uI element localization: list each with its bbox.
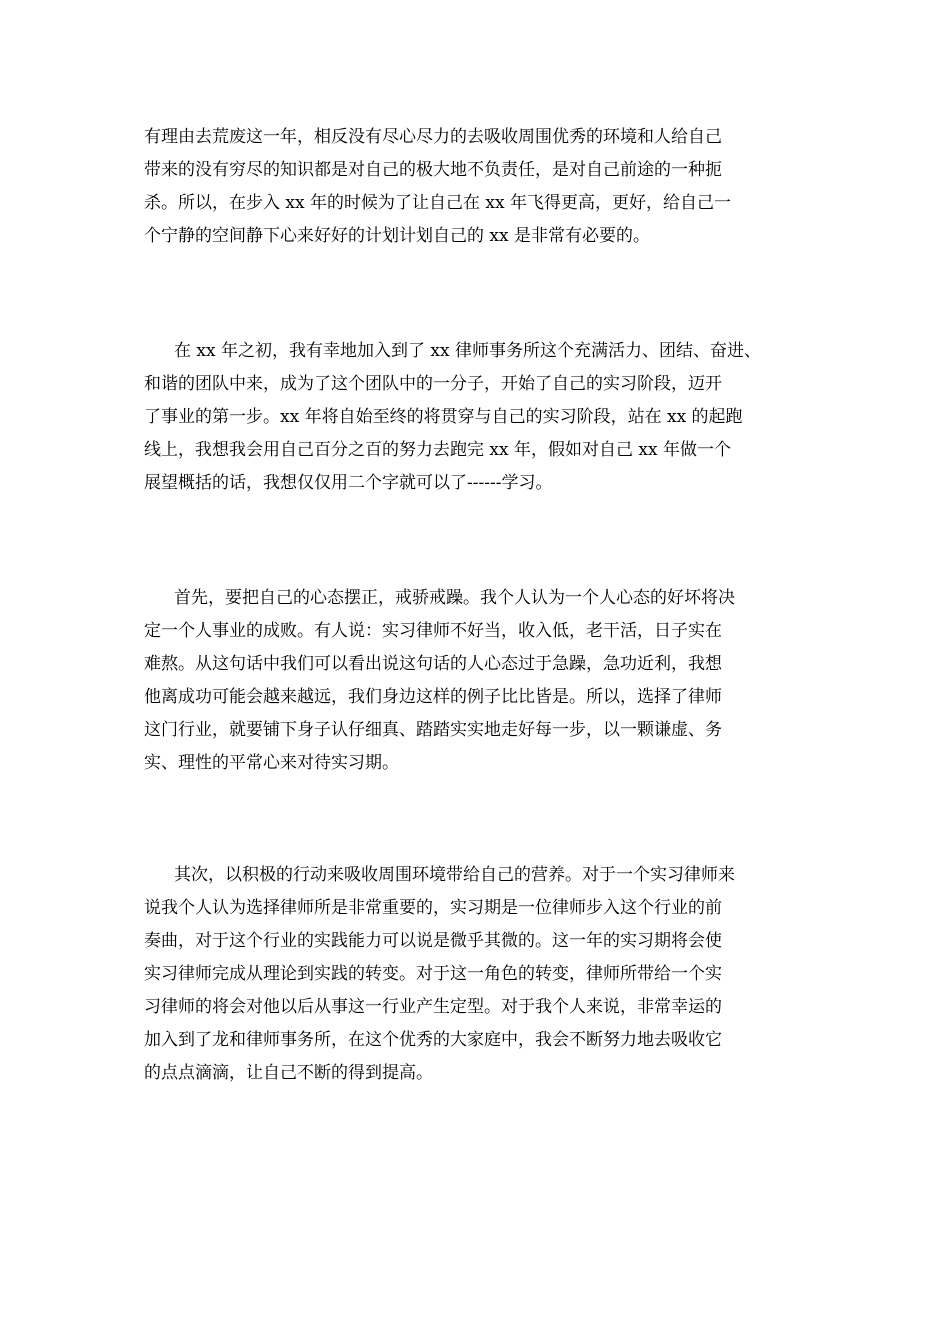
paragraph-line: 实习律师完成从理论到实践的转变。对于这一角色的转变，律师所带给一个实 [144, 964, 722, 984]
paragraph-line: 这门行业，就要铺下身子认仔细真、踏踏实实地走好每一步，以一颗谦虚、务 [144, 720, 722, 740]
paragraph-4 [144, 859, 824, 1090]
paragraph-line: 在 xx 年之初，我有幸地加入到了 xx 律师事务所这个充满活力、团结、奋进、 [174, 341, 761, 361]
paragraph-line: 习律师的将会对他以后从事这一行业产生定型。对于我个人来说，非常幸运的 [144, 997, 722, 1017]
paragraph-line: 线上，我想我会用自己百分之百的努力去跑完 xx 年，假如对自己 xx 年做一个 [144, 440, 731, 460]
paragraph-line: 有理由去荒废这一年，相反没有尽心尽力的去吸收周围优秀的环境和人给自己 [144, 127, 722, 147]
paragraph-line: 首先，要把自己的心态摆正，戒骄戒躁。我个人认为一个人心态的好坏将决 [174, 588, 735, 608]
paragraph-line: 加入到了龙和律师事务所，在这个优秀的大家庭中，我会不断努力地去吸收它 [144, 1030, 722, 1050]
paragraph-line: 他离成功可能会越来越远，我们身边这样的例子比比皆是。所以，选择了律师 [144, 687, 722, 707]
paragraph-line: 杀。所以，在步入 xx 年的时候为了让自己在 xx 年飞得更高，更好，给自己一 [144, 193, 731, 213]
paragraph-line: 展望概括的话，我想仅仅用二个字就可以了------学习。 [144, 473, 553, 493]
paragraph-line: 说我个人认为选择律师所是非常重要的，实习期是一位律师步入这个行业的前 [144, 898, 722, 918]
paragraph-line: 难熬。从这句话中我们可以看出说这句话的人心态过于急躁，急功近利，我想 [144, 654, 722, 674]
paragraph-line: 奏曲，对于这个行业的实践能力可以说是微乎其微的。这一年的实习期将会使 [144, 931, 722, 951]
paragraph-line: 和谐的团队中来，成为了这个团队中的一分子，开始了自己的实习阶段，迈开 [144, 374, 722, 394]
paragraph-3 [144, 582, 824, 780]
paragraph-line: 实、理性的平常心来对待实习期。 [144, 753, 399, 773]
paragraph-2 [144, 335, 824, 500]
paragraph-line: 其次，以积极的行动来吸收周围环境带给自己的营养。对于一个实习律师来 [174, 865, 735, 885]
paragraph-line: 定一个人事业的成败。有人说：实习律师不好当，收入低，老干活，日子实在 [144, 621, 722, 641]
paragraph-line: 了事业的第一步。xx 年将自始至终的将贯穿与自己的实习阶段，站在 xx 的起跑 [144, 407, 743, 427]
paragraph-line: 个宁静的空间静下心来好好的计划计划自己的 xx 是非常有必要的。 [144, 226, 650, 246]
paragraph-line: 的点点滴滴，让自己不断的得到提高。 [144, 1063, 433, 1083]
paragraph-line: 带来的没有穷尽的知识都是对自己的极大地不负责任，是对自己前途的一种扼 [144, 160, 722, 180]
paragraph-1 [144, 121, 824, 253]
